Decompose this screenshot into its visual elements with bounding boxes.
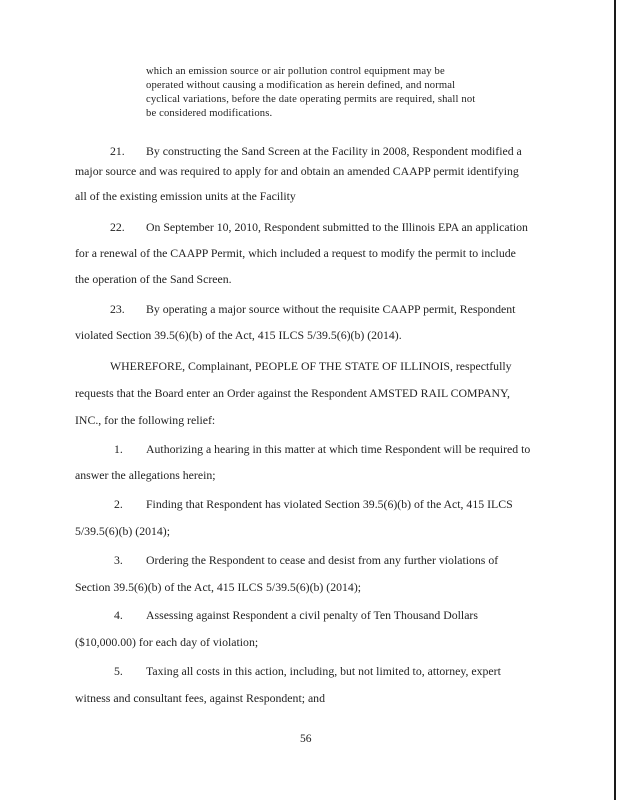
relief-line: ($10,000.00) for each day of violation; (75, 635, 259, 649)
page-edge-line (614, 0, 616, 800)
relief-line: Ordering the Respondent to cease and desist from any further violations of (146, 553, 499, 567)
relief-number: 5. (114, 664, 123, 678)
relief-line: answer the allegations herein; (75, 468, 216, 482)
quote-line: cyclical variations, before the date operating permits are required, shall not (146, 94, 476, 105)
relief-line: Assessing against Respondent a civil penalty of Ten Thousand Dollars (146, 608, 478, 622)
relief-number: 1. (114, 442, 123, 456)
paragraph-line: the operation of the Sand Screen. (75, 272, 232, 286)
quote-line: be considered modifications. (146, 108, 273, 119)
relief-line: Section 39.5(6)(b) of the Act, 415 ILCS 5/39.5(6)(b) (2014); (75, 580, 362, 594)
page-number: 56 (300, 733, 312, 745)
wherefore-line: WHEREFORE, Complainant, PEOPLE OF THE STATE OF ILLINOIS, respectfully (110, 359, 512, 373)
paragraph-line: for a renewal of the CAAPP Permit, which included a request to modify the permit to include (75, 246, 516, 260)
paragraph-number: 21. (110, 144, 125, 158)
paragraph-line: By constructing the Sand Screen at the Facility in 2008, Respondent modified a (146, 144, 522, 158)
relief-line: 5/39.5(6)(b) (2014); (75, 524, 171, 538)
paragraph-number: 23. (110, 302, 125, 316)
relief-number: 3. (114, 553, 123, 567)
relief-line: witness and consultant fees, against Respondent; and (75, 691, 325, 705)
quote-line: operated without causing a modification as herein defined, and normal (146, 80, 456, 91)
relief-line: Taxing all costs in this action, including, but not limited to, attorney, expert (146, 664, 501, 678)
paragraph-line: On September 10, 2010, Respondent submitted to the Illinois EPA an application (146, 220, 528, 234)
paragraph-line: By operating a major source without the requisite CAAPP permit, Respondent (146, 302, 516, 316)
relief-line: Authorizing a hearing in this matter at which time Respondent will be required to (146, 442, 531, 456)
relief-line: Finding that Respondent has violated Section 39.5(6)(b) of the Act, 415 ILCS (146, 497, 513, 511)
paragraph-line: all of the existing emission units at the Facility (75, 189, 296, 203)
paragraph-line: major source and was required to apply for and obtain an amended CAAPP permit identifying (75, 164, 519, 178)
paragraph-number: 22. (110, 220, 125, 234)
wherefore-line: INC., for the following relief: (75, 413, 216, 427)
wherefore-line: requests that the Board enter an Order against the Respondent AMSTED RAIL COMPANY, (75, 386, 511, 400)
paragraph-line: violated Section 39.5(6)(b) of the Act, 415 ILCS 5/39.5(6)(b) (2014). (75, 328, 402, 342)
relief-number: 2. (114, 497, 123, 511)
relief-number: 4. (114, 608, 123, 622)
quote-line: which an emission source or air pollution control equipment may be (146, 66, 445, 77)
